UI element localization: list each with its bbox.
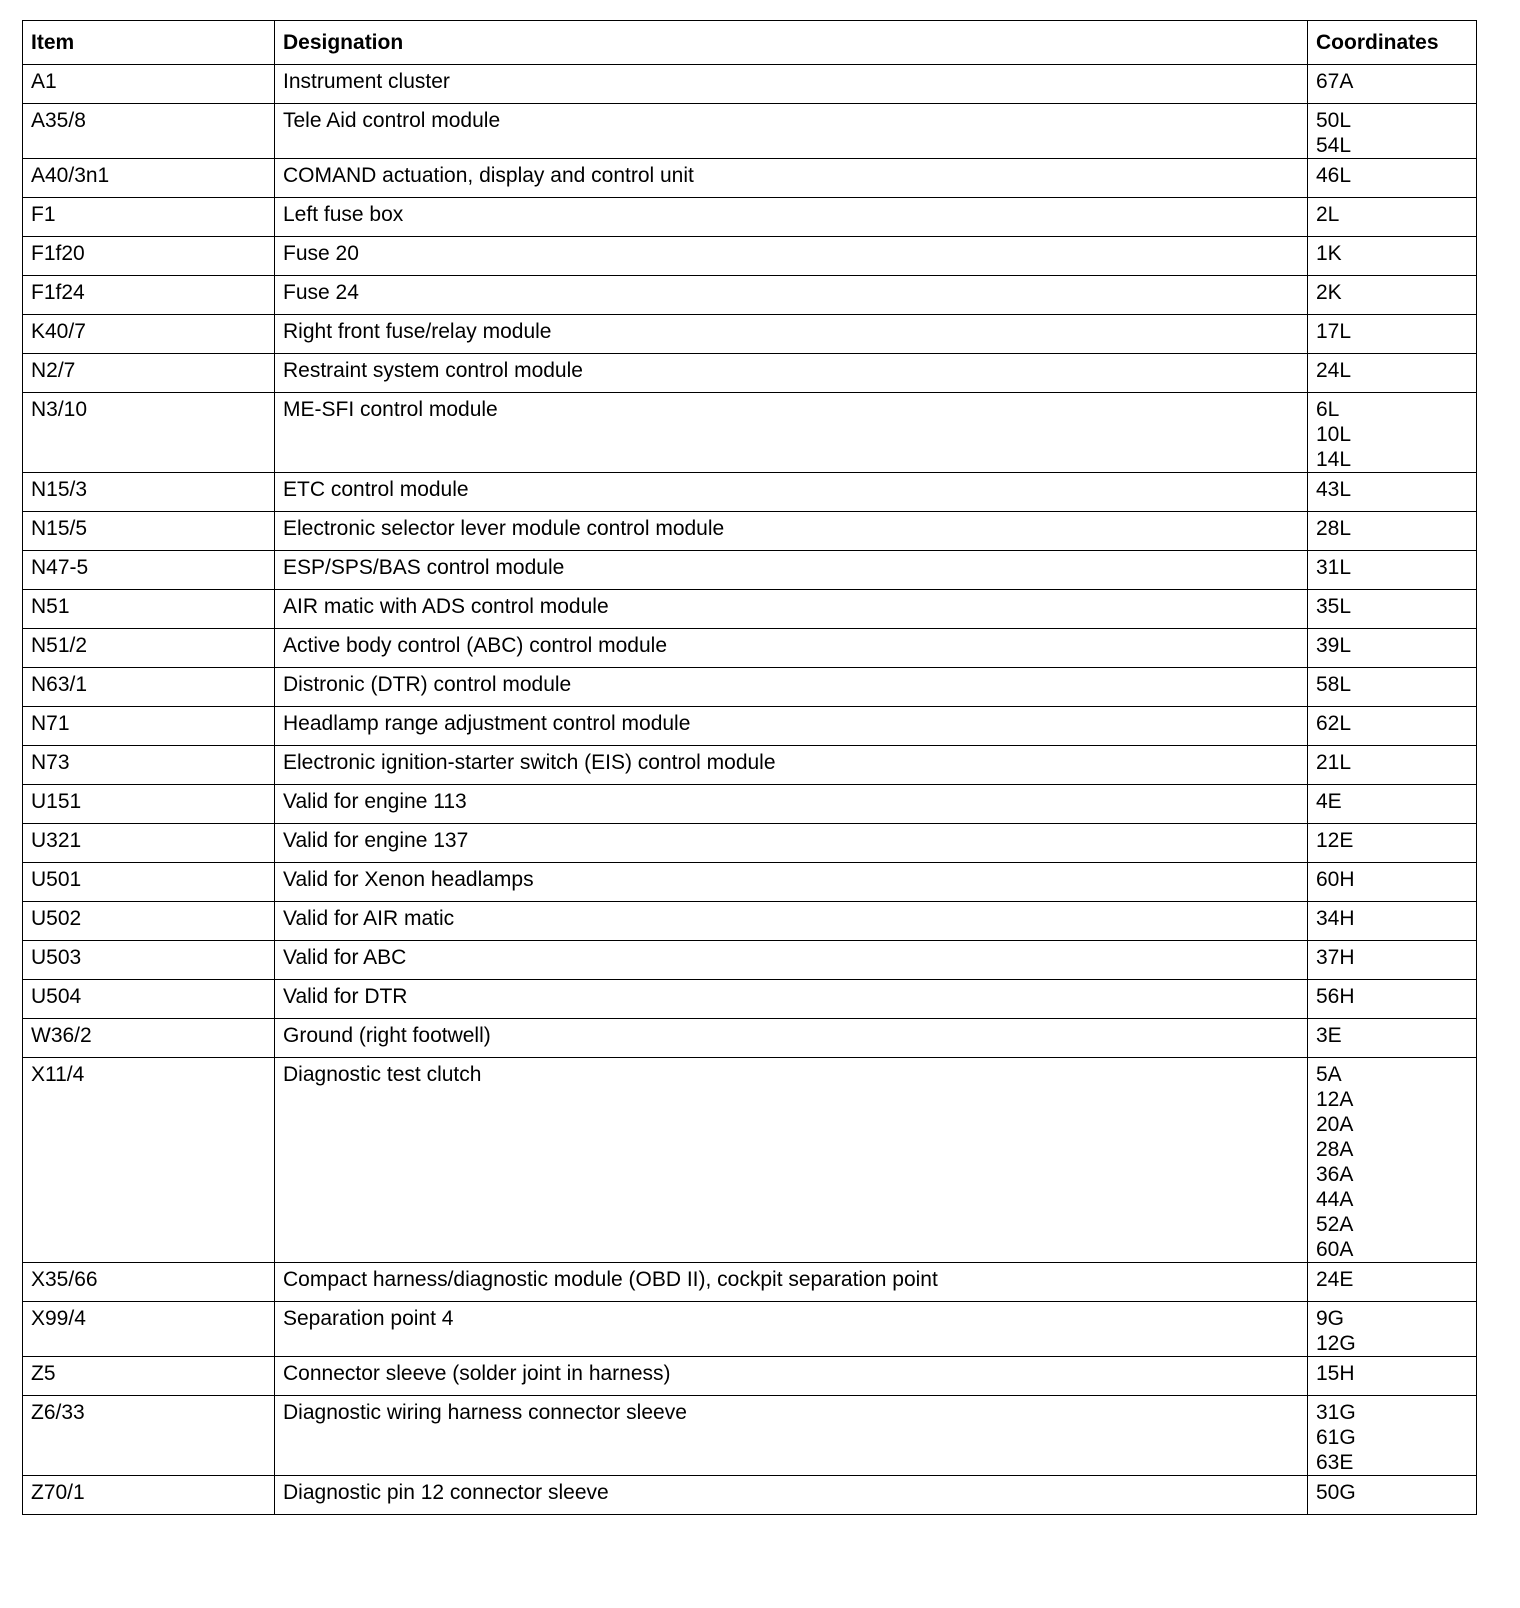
coordinate-value: 1K	[1316, 242, 1342, 265]
designation-cell: Fuse 24	[275, 276, 1308, 315]
item-cell: U151	[23, 785, 275, 824]
table-row	[23, 354, 1477, 393]
table-row	[23, 315, 1477, 354]
designation-cell: Distronic (DTR) control module	[275, 668, 1308, 707]
coordinate-value: 14L	[1316, 448, 1352, 471]
coordinates-cell	[1308, 276, 1477, 315]
coordinates-cell	[1308, 1019, 1477, 1058]
coordinates-cell	[1308, 512, 1477, 551]
coordinate-value: 9G	[1316, 1307, 1345, 1330]
designation-cell: Diagnostic test clutch	[275, 1058, 1308, 1263]
coordinate-value: 50G	[1316, 1481, 1356, 1504]
designation-cell: Valid for DTR	[275, 980, 1308, 1019]
table-row	[23, 1396, 1477, 1476]
coordinate-value: 21L	[1316, 751, 1352, 774]
coordinate-value: 36A	[1316, 1163, 1354, 1186]
item-cell: N47-5	[23, 551, 275, 590]
component-legend-table	[22, 20, 1477, 1515]
table-row	[23, 746, 1477, 785]
coordinate-value: 15H	[1316, 1362, 1355, 1385]
coordinate-value: 12A	[1316, 1088, 1354, 1111]
table-row	[23, 198, 1477, 237]
coordinates-cell	[1308, 785, 1477, 824]
coordinate-value: 12G	[1316, 1332, 1356, 1355]
designation-cell: Electronic selector lever module control module	[275, 512, 1308, 551]
designation-cell: Active body control (ABC) control module	[275, 629, 1308, 668]
coordinate-value: 58L	[1316, 673, 1352, 696]
coordinate-value: 62L	[1316, 712, 1352, 735]
designation-cell: ME-SFI control module	[275, 393, 1308, 473]
coordinate-value: 35L	[1316, 595, 1352, 618]
coordinate-value: 63E	[1316, 1451, 1354, 1474]
item-cell: X99/4	[23, 1302, 275, 1357]
coordinates-cell	[1308, 1476, 1477, 1515]
designation-cell: Restraint system control module	[275, 354, 1308, 393]
table-row	[23, 785, 1477, 824]
table-row	[23, 863, 1477, 902]
coordinate-value: 28A	[1316, 1138, 1354, 1161]
header-designation: Designation	[275, 21, 1308, 65]
table-row	[23, 1019, 1477, 1058]
coordinates-cell	[1308, 1302, 1477, 1357]
coordinate-value: 56H	[1316, 985, 1355, 1008]
coordinates-cell	[1308, 65, 1477, 104]
coordinates-cell	[1308, 473, 1477, 512]
table-body	[23, 65, 1477, 1515]
designation-cell: Instrument cluster	[275, 65, 1308, 104]
item-cell: Z5	[23, 1357, 275, 1396]
item-cell: N71	[23, 707, 275, 746]
coordinates-cell	[1308, 1263, 1477, 1302]
coordinates-cell	[1308, 315, 1477, 354]
designation-cell: Valid for engine 113	[275, 785, 1308, 824]
coordinates-cell	[1308, 980, 1477, 1019]
table-row	[23, 104, 1477, 159]
item-cell: W36/2	[23, 1019, 275, 1058]
header-row	[23, 21, 1477, 65]
coordinates-cell	[1308, 104, 1477, 159]
coordinate-value: 24L	[1316, 359, 1352, 382]
coordinate-value: 28L	[1316, 517, 1352, 540]
coordinate-value: 44A	[1316, 1188, 1354, 1211]
coordinate-value: 67A	[1316, 70, 1354, 93]
designation-cell: Right front fuse/relay module	[275, 315, 1308, 354]
table-row	[23, 1302, 1477, 1357]
table-row	[23, 237, 1477, 276]
coordinate-value: 2L	[1316, 203, 1340, 226]
item-cell: F1f20	[23, 237, 275, 276]
coordinates-cell	[1308, 1058, 1477, 1263]
table-row	[23, 668, 1477, 707]
coordinates-cell	[1308, 590, 1477, 629]
coordinate-value: 17L	[1316, 320, 1352, 343]
table-row	[23, 629, 1477, 668]
item-cell: N73	[23, 746, 275, 785]
table-row	[23, 902, 1477, 941]
item-cell: X35/66	[23, 1263, 275, 1302]
coordinate-value: 6L	[1316, 398, 1340, 421]
item-cell: X11/4	[23, 1058, 275, 1263]
table-row	[23, 980, 1477, 1019]
designation-cell: Valid for engine 137	[275, 824, 1308, 863]
item-cell: N51/2	[23, 629, 275, 668]
coordinate-value: 34H	[1316, 907, 1355, 930]
table-row	[23, 1263, 1477, 1302]
coordinate-value: 43L	[1316, 478, 1352, 501]
item-cell: Z6/33	[23, 1396, 275, 1476]
coordinate-value: 3E	[1316, 1024, 1342, 1047]
designation-cell: COMAND actuation, display and control unit	[275, 159, 1308, 198]
coordinates-cell	[1308, 824, 1477, 863]
table-row	[23, 512, 1477, 551]
table-row	[23, 590, 1477, 629]
item-cell: N2/7	[23, 354, 275, 393]
coordinate-value: 12E	[1316, 829, 1354, 852]
coordinates-cell	[1308, 393, 1477, 473]
coordinate-value: 61G	[1316, 1426, 1356, 1449]
item-cell: A40/3n1	[23, 159, 275, 198]
table-row	[23, 473, 1477, 512]
coordinates-cell	[1308, 941, 1477, 980]
designation-cell: ETC control module	[275, 473, 1308, 512]
designation-cell: AIR matic with ADS control module	[275, 590, 1308, 629]
coordinate-value: 5A	[1316, 1063, 1342, 1086]
designation-cell: Compact harness/diagnostic module (OBD II), cockpit separation point	[275, 1263, 1308, 1302]
item-cell: U503	[23, 941, 275, 980]
item-cell: K40/7	[23, 315, 275, 354]
item-cell: N3/10	[23, 393, 275, 473]
coordinates-cell	[1308, 237, 1477, 276]
designation-cell: Tele Aid control module	[275, 104, 1308, 159]
designation-cell: Ground (right footwell)	[275, 1019, 1308, 1058]
designation-cell: Diagnostic wiring harness connector sleeve	[275, 1396, 1308, 1476]
coordinates-cell	[1308, 159, 1477, 198]
designation-cell: Electronic ignition-starter switch (EIS) control module	[275, 746, 1308, 785]
item-cell: Z70/1	[23, 1476, 275, 1515]
coordinate-value: 46L	[1316, 164, 1352, 187]
coordinate-value: 20A	[1316, 1113, 1354, 1136]
item-cell: N15/3	[23, 473, 275, 512]
item-cell: A35/8	[23, 104, 275, 159]
designation-cell: Connector sleeve (solder joint in harness)	[275, 1357, 1308, 1396]
table-row	[23, 65, 1477, 104]
designation-cell: ESP/SPS/BAS control module	[275, 551, 1308, 590]
coordinate-value: 60A	[1316, 1238, 1354, 1261]
coordinates-cell	[1308, 902, 1477, 941]
coordinates-cell	[1308, 668, 1477, 707]
coordinates-cell	[1308, 629, 1477, 668]
item-cell: F1f24	[23, 276, 275, 315]
table-row	[23, 276, 1477, 315]
item-cell: N63/1	[23, 668, 275, 707]
designation-cell: Valid for ABC	[275, 941, 1308, 980]
coordinates-cell	[1308, 707, 1477, 746]
item-cell: N15/5	[23, 512, 275, 551]
table-header	[23, 21, 1477, 65]
table-row	[23, 824, 1477, 863]
designation-cell: Fuse 20	[275, 237, 1308, 276]
table-row	[23, 393, 1477, 473]
coordinates-cell	[1308, 354, 1477, 393]
table-row	[23, 551, 1477, 590]
table-row	[23, 707, 1477, 746]
coordinate-value: 37H	[1316, 946, 1355, 969]
table-row	[23, 159, 1477, 198]
coordinates-cell	[1308, 1396, 1477, 1476]
coordinate-value: 2K	[1316, 281, 1342, 304]
designation-cell: Headlamp range adjustment control module	[275, 707, 1308, 746]
coordinates-cell	[1308, 746, 1477, 785]
coordinates-cell	[1308, 1357, 1477, 1396]
coordinate-value: 39L	[1316, 634, 1352, 657]
item-cell: A1	[23, 65, 275, 104]
designation-cell: Diagnostic pin 12 connector sleeve	[275, 1476, 1308, 1515]
table-row	[23, 941, 1477, 980]
coordinate-value: 10L	[1316, 423, 1352, 446]
coordinate-value: 60H	[1316, 868, 1355, 891]
header-item: Item	[23, 21, 275, 65]
designation-cell: Left fuse box	[275, 198, 1308, 237]
coordinate-value: 54L	[1316, 134, 1352, 157]
item-cell: N51	[23, 590, 275, 629]
designation-cell: Valid for Xenon headlamps	[275, 863, 1308, 902]
item-cell: U504	[23, 980, 275, 1019]
coordinates-cell	[1308, 551, 1477, 590]
item-cell: U321	[23, 824, 275, 863]
coordinate-value: 24E	[1316, 1268, 1354, 1291]
designation-cell: Separation point 4	[275, 1302, 1308, 1357]
table-row	[23, 1058, 1477, 1263]
coordinate-value: 50L	[1316, 109, 1352, 132]
coordinates-cell	[1308, 863, 1477, 902]
coordinate-value: 31L	[1316, 556, 1352, 579]
designation-cell: Valid for AIR matic	[275, 902, 1308, 941]
item-cell: U502	[23, 902, 275, 941]
item-cell: U501	[23, 863, 275, 902]
coordinate-value: 52A	[1316, 1213, 1354, 1236]
table-row	[23, 1476, 1477, 1515]
item-cell: F1	[23, 198, 275, 237]
coordinate-value: 31G	[1316, 1401, 1356, 1424]
coordinates-cell	[1308, 198, 1477, 237]
header-coordinates: Coordinates	[1308, 21, 1477, 65]
coordinate-value: 4E	[1316, 790, 1342, 813]
table-row	[23, 1357, 1477, 1396]
